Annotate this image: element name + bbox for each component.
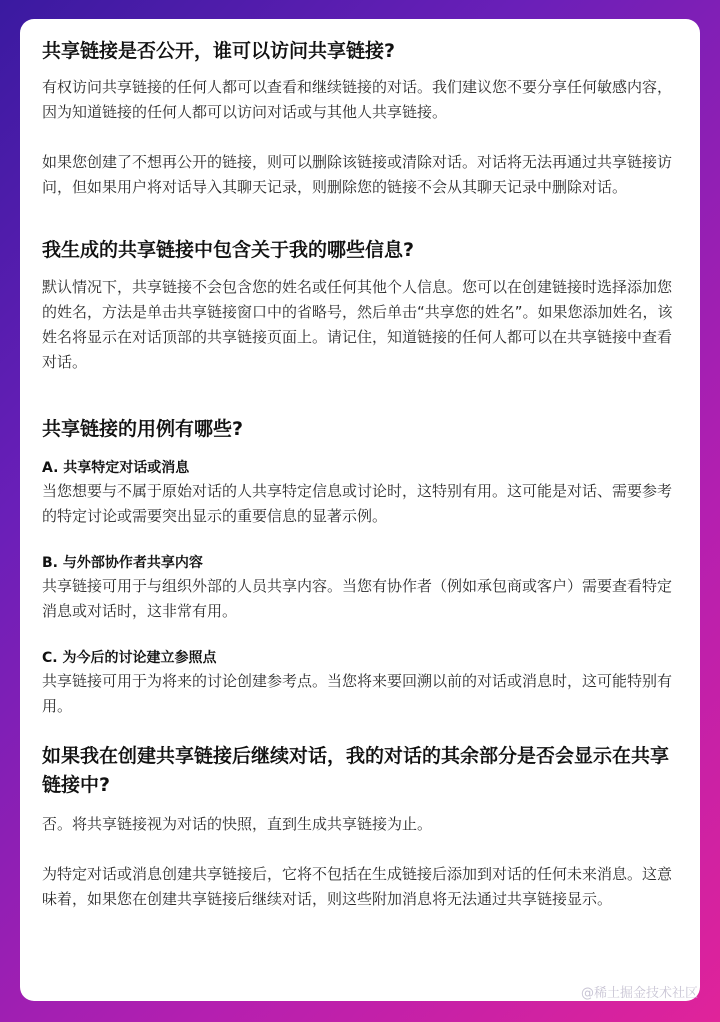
faq-section-public-access (42, 37, 678, 200)
use-case-text: 共享链接可用于与组织外部的人员共享内容。当您有协作者（例如承包商或客户）需要查看特定消息或对话时，这非常有用。 (42, 577, 673, 620)
use-case-heading: C. 为今后的讨论建立参照点 (42, 650, 217, 666)
faq-section-personal-info (42, 236, 678, 375)
faq-question: 共享链接是否公开，谁可以访问共享链接? (42, 40, 396, 62)
use-case-text: 当您想要与不属于原始对话的人共享特定信息或讨论时，这特别有用。这可能是对话、需要参考的特定讨论或需要突出显示的重要信息的显著示例。 (42, 482, 673, 525)
use-case-item (42, 457, 678, 529)
use-case-item (42, 552, 678, 624)
faq-question: 我生成的共享链接中包含关于我的哪些信息? (42, 239, 415, 261)
faq-question: 如果我在创建共享链接后继续对话，我的对话的其余部分是否会显示在共享链接中? (42, 745, 670, 796)
faq-answer-paragraph: 如果您创建了不想再公开的链接，则可以删除该链接或清除对话。对话将无法再通过共享链接访问，但如果用户将对话导入其聊天记录，则删除您的链接不会从其聊天记录中删除对话。 (42, 153, 673, 196)
faq-section-use-cases (42, 415, 678, 719)
faq-answer-paragraph: 否。将共享链接视为对话的快照，直到生成共享链接为止。 (42, 815, 433, 833)
use-case-heading: A. 共享特定对话或消息 (42, 460, 190, 476)
watermark: @稀土掘金技术社区 (580, 986, 698, 1001)
faq-answer-paragraph: 默认情况下，共享链接不会包含您的姓名或任何其他个人信息。您可以在创建链接时选择添加您的姓名，方法是单击共享链接窗口中的省略号，然后单击“共享您的姓名”。如果您添加姓名，该姓名将显示在对话顶部的共享链接页面上。请记住，知道链接的任何人都可以在共享链接中查看对话。 (42, 278, 673, 371)
use-case-heading: B. 与外部协作者共享内容 (42, 555, 203, 571)
faq-answer-paragraph: 为特定对话或消息创建共享链接后，它将不包括在生成链接后添加到对话的任何未来消息。这意味着，如果您在创建共享链接后继续对话，则这些附加消息将无法通过共享链接显示。 (42, 865, 673, 908)
faq-card (20, 19, 700, 1001)
use-case-text: 共享链接可用于为将来的讨论创建参考点。当您将来要回溯以前的对话或消息时，这可能特别有用。 (42, 672, 673, 715)
faq-question: 共享链接的用例有哪些? (42, 418, 244, 440)
faq-section-continued-conversation (42, 742, 678, 912)
use-case-item (42, 647, 678, 719)
faq-answer-paragraph: 有权访问共享链接的任何人都可以查看和继续链接的对话。我们建议您不要分享任何敏感内容，因为知道链接的任何人都可以访问对话或与其他人共享链接。 (42, 78, 673, 121)
